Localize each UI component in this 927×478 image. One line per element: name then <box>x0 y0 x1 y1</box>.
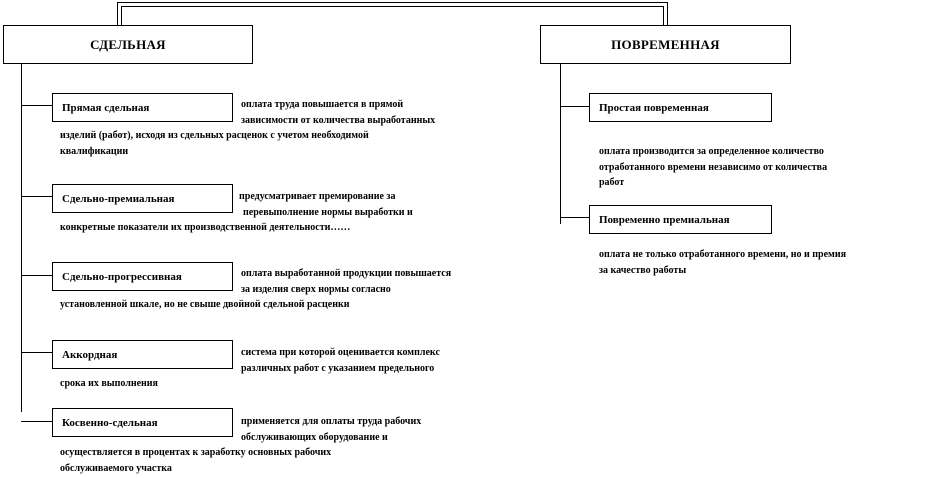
description-line: отработанного времени независимо от количества <box>599 161 828 173</box>
description-line: установленной шкале, но не свыше двойной сдельной расценки <box>60 299 350 310</box>
description-line: применяется для оплаты труда рабочих <box>241 416 422 427</box>
top-connector-right-inner <box>663 6 664 25</box>
description-line: перевыполнение нормы выработки и <box>243 206 413 218</box>
time-based-bonus-box: Повременно премиальная <box>589 205 772 234</box>
indirect-piecework-description <box>0 414 422 476</box>
description-line: обслуживающих оборудование и <box>241 431 388 443</box>
description-line: за изделия сверх нормы согласно <box>241 283 391 295</box>
description-line: осуществляется в процентах к заработку основных рабочих <box>60 447 332 458</box>
time-based-header: ПОВРЕМЕННАЯ <box>540 25 791 64</box>
lump-sum-box: Аккордная <box>52 340 233 369</box>
description-line: за качество работы <box>599 264 687 276</box>
description-line: изделий (работ), исходя из сдельных расценок с учетом необходимой <box>60 130 369 141</box>
direct-piecework-box: Прямая сдельная <box>52 93 233 122</box>
description-line: работ <box>599 177 625 188</box>
piecework-bonus-description <box>0 189 413 236</box>
top-connector-inner-horizontal <box>121 6 664 7</box>
description-line: оплата не только отработанного времени, но и премия <box>599 249 847 260</box>
description-line: срока их выполнения <box>60 378 158 389</box>
description-line: система при которой оценивается комплекс <box>241 347 440 358</box>
lump-sum-description <box>0 345 440 392</box>
description-line: квалификации <box>60 145 129 157</box>
top-connector-left-outer <box>117 2 118 25</box>
piecework-bonus-box: Сдельно-премиальная <box>52 184 233 213</box>
description-line: оплата выработанной продукции повышается <box>241 268 452 279</box>
piecework-header: СДЕЛЬНАЯ <box>3 25 253 64</box>
description-line: различных работ с указанием предельного <box>241 362 435 374</box>
right-branch-2 <box>560 217 589 218</box>
simple-time-based-box: Простая повременная <box>589 93 772 122</box>
right-branch-1 <box>560 106 589 107</box>
description-line: оплата производится за определенное количество <box>599 146 824 157</box>
top-connector-right-outer <box>667 2 668 25</box>
piecework-progressive-box: Сдельно-прогрессивная <box>52 262 233 291</box>
description-line: предусматривает премирование за <box>239 191 396 202</box>
top-connector-left-inner <box>121 6 122 25</box>
simple-time-based-description <box>0 144 828 191</box>
description-line: конкретные показатели их производственной деятельности…… <box>60 222 351 233</box>
top-connector-outer-horizontal <box>117 2 668 3</box>
description-line: зависимости от количества выработанных <box>241 114 436 126</box>
right-spine <box>560 64 561 224</box>
description-line: оплата труда повышается в прямой <box>241 99 404 110</box>
description-line: обслуживаемого участка <box>60 462 172 474</box>
indirect-piecework-box: Косвенно-сдельная <box>52 408 233 437</box>
